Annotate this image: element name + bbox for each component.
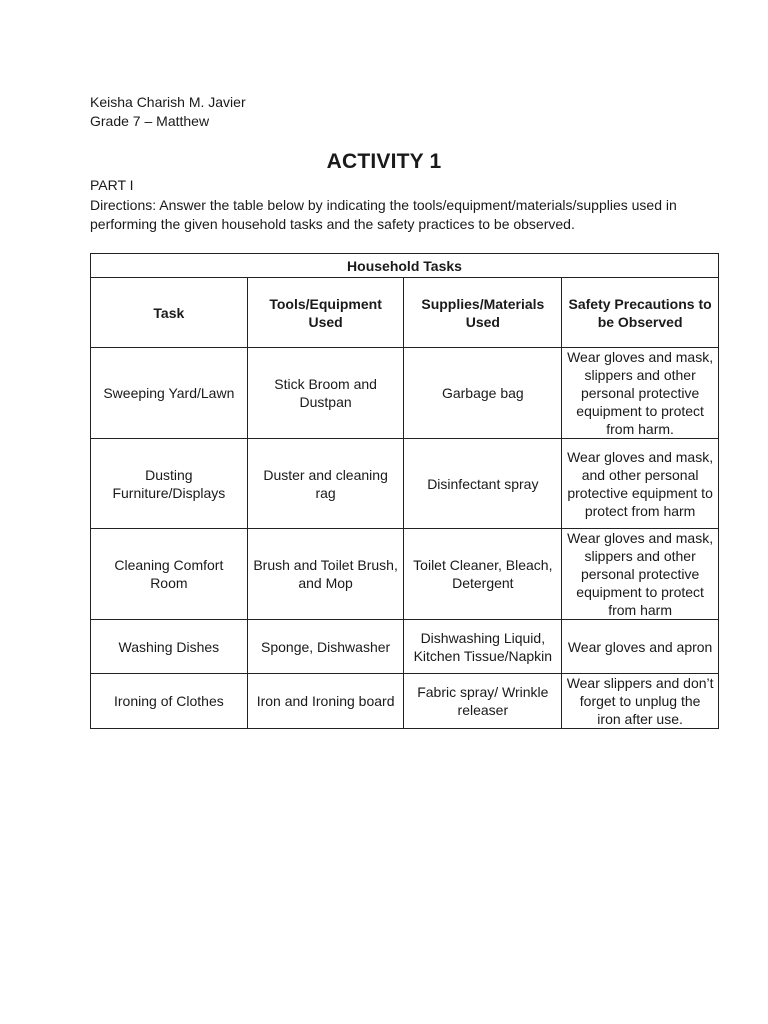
cell-safety: Wear gloves and mask, and other personal protective equipment to protect from harm xyxy=(562,439,719,529)
cell-safety: Wear slippers and don’t forget to unplug the iron after use. xyxy=(562,674,719,729)
cell-tools: Stick Broom and Dustpan xyxy=(247,348,404,439)
cell-safety: Wear gloves and mask, slippers and other personal protective equipment to protect from harm. xyxy=(562,348,719,439)
table-row xyxy=(91,674,719,729)
student-name: Keisha Charish M. Javier xyxy=(90,94,246,110)
student-info xyxy=(90,93,246,131)
table-row xyxy=(91,439,719,529)
cell-task: Dusting Furniture/Displays xyxy=(91,439,248,529)
cell-tools: Iron and Ironing board xyxy=(247,674,404,729)
header-task: Task xyxy=(91,278,248,348)
table-caption: Household Tasks xyxy=(91,254,719,278)
cell-tools: Brush and Toilet Brush, and Mop xyxy=(247,529,404,620)
cell-task: Sweeping Yard/Lawn xyxy=(91,348,248,439)
cell-supplies: Toilet Cleaner, Bleach, Detergent xyxy=(404,529,562,620)
cell-task: Washing Dishes xyxy=(91,620,248,674)
cell-task: Ironing of Clothes xyxy=(91,674,248,729)
cell-tools: Duster and cleaning rag xyxy=(247,439,404,529)
cell-supplies: Fabric spray/ Wrinkle releaser xyxy=(404,674,562,729)
table-row xyxy=(91,529,719,620)
cell-tools: Sponge, Dishwasher xyxy=(247,620,404,674)
table-caption-row xyxy=(91,254,719,278)
student-grade: Grade 7 – Matthew xyxy=(90,113,210,129)
cell-safety: Wear gloves and apron xyxy=(562,620,719,674)
cell-supplies: Disinfectant spray xyxy=(404,439,562,529)
cell-supplies: Dishwashing Liquid, Kitchen Tissue/Napkin xyxy=(404,620,562,674)
table-row xyxy=(91,620,719,674)
household-tasks-table xyxy=(90,253,719,729)
cell-task: Cleaning Comfort Room xyxy=(91,529,248,620)
directions-text: Directions: Answer the table below by indicating the tools/equipment/materials/supplies used in performing the given household tasks and the safety practices to be observed. xyxy=(90,196,677,232)
table-header-row xyxy=(91,278,719,348)
header-safety: Safety Precautions to be Observed xyxy=(562,278,719,348)
header-tools: Tools/Equipment Used xyxy=(247,278,404,348)
cell-supplies: Garbage bag xyxy=(404,348,562,439)
part-label: PART I xyxy=(90,177,134,193)
header-supplies: Supplies/Materials Used xyxy=(404,278,562,348)
cell-safety: Wear gloves and mask, slippers and other personal protective equipment to protect from harm xyxy=(562,529,719,620)
instructions xyxy=(90,176,690,235)
activity-title: ACTIVITY 1 xyxy=(326,150,442,173)
table-row xyxy=(91,348,719,439)
